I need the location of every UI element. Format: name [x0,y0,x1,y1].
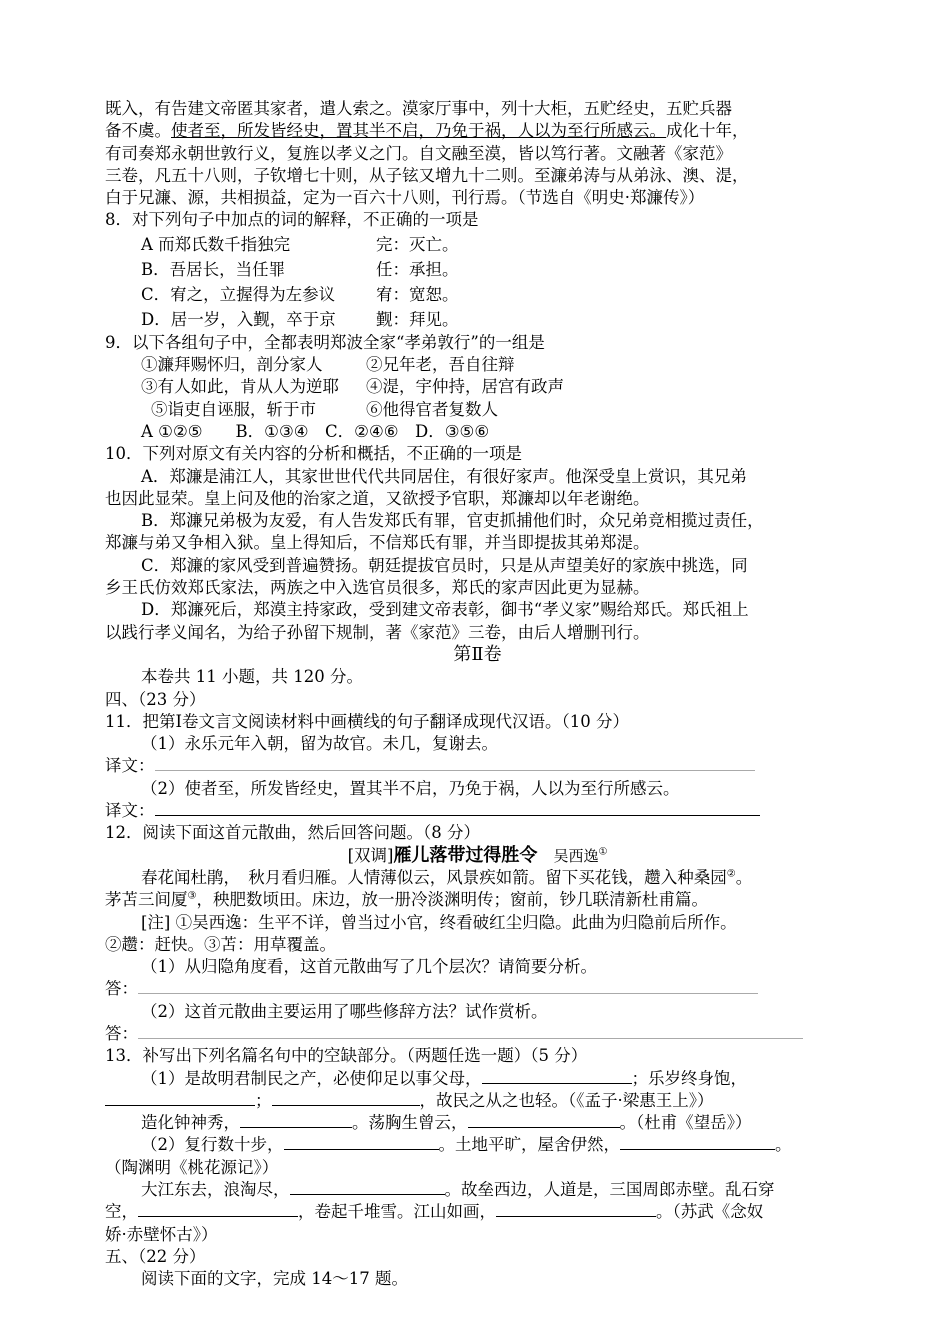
part-five-heading: 五、（22 分） [105,1246,206,1266]
blank[interactable] [284,1134,439,1150]
q8-option-c: C．宥之，立握得为左参议 宥：宽恕。 [141,284,459,304]
q12-sub-1: （1）从归隐角度看，这首元散曲写了几个层次？请简要分析。 [141,957,597,977]
passage-line: 有司奏郑永朝世敦行义，复旌以孝义之门。自文融至漠，皆以笃行著。文融著《家范》 [105,143,732,163]
blank[interactable] [620,1134,775,1150]
q8-option-d: D．居一岁，入觐，卒于京 觐：拜见。 [141,309,459,329]
q12-sub-2: （2）这首元散曲主要运用了哪些修辞方法？试作赏析。 [141,1001,548,1021]
q8-option-b: B．吾居长，当任罪 任：承担。 [141,259,459,279]
q13-line: （1）是故明君制民之产，必使仰足以事父母， ；乐岁终身饱， [141,1068,747,1088]
q10-option-a-cont: 也因此显荣。皇上问及他的治家之道，又欲授予官职，郑濂却以年老谢绝。 [105,488,650,508]
underlined-sentence: 使者至，所发皆经史，置其半不启，乃免于祸，人以为至行所感云。 [171,121,666,141]
answer-line[interactable] [138,1023,803,1039]
q11-answer-1: 译文： [105,755,850,777]
exam-page [105,98,850,1291]
q11-sentence-2: （2）使者至，所发皆经史，置其半不启，乃免于祸，人以为至行所感云。 [141,778,680,798]
part-four-heading: 四、（23 分） [105,689,206,709]
q13-line: （陶渊明《桃花源记》） [105,1157,279,1177]
passage-line: 既入，有告建文帝匿其家者，遣人索之。漠家厅事中，列十大柜，五贮经史，五贮兵器 [105,99,732,118]
section-title: 第Ⅱ卷 [453,643,502,665]
q9-row: ⑤诣吏自诬服，斩于市 ⑥他得官者复数人 [151,399,498,419]
q8-option-a: A 而郑氏数千指独完 完：灭亡。 [141,234,459,254]
q9-options: A ①②⑤ B．①③④ C．②④⑥ D．③⑤⑥ [141,421,490,441]
answer-line[interactable] [155,800,760,816]
question-10-stem: 10．下列对原文有关内容的分析和概括，不正确的一项是 [105,444,522,464]
blank[interactable] [496,1201,656,1217]
blank[interactable] [105,1090,255,1106]
blank[interactable] [482,1068,632,1084]
q10-option-b: B．郑濂兄弟极为友爱，有人告发郑氏有罪，官吏抓捕他们时，众兄弟竞相揽过责任， [141,511,764,531]
blank[interactable] [240,1112,352,1128]
q11-answer-2: 译文： [105,800,850,822]
question-9-stem: 9．以下各组句子中，全都表明郑波全家“孝弟敦行”的一组是 [105,332,545,352]
q13-line: 空， ，卷起千堆雪。江山如画， 。（苏武《念奴 [105,1202,764,1222]
question-13-stem: 13．补写出下列名篇名句中的空缺部分。（两题任选一题）（5 分） [105,1046,588,1066]
poem-note: ②趱：赶快。③苫：用草覆盖。 [105,934,336,954]
passage-line: 白于兄濂、源，共相损益，定为一百六十八则，刊行焉。（节选自《明史·郑濂传》） [105,188,705,208]
passage-line: 三卷，凡五十八则，子钦增七十则，从子铉又增九十二则。至濂弟涛与从弟泳、澳、湜， [105,165,749,185]
section-note: 本卷共 11 小题，共 120 分。 [141,667,363,687]
q9-row: ①濂拜赐怀归，剖分家人 ②兄年老，吾自往辩 [141,355,515,375]
q9-row: ③有人如此，肯从人为逆耶 ④湜，宇仲持，居宫有政声 [141,377,564,397]
poem-line: 春花闻杜鹃， 秋月看归雁。人情薄似云，风景疾如箭。留下买花钱，趱入种桑园②。 [141,867,753,887]
blank[interactable] [272,1090,420,1106]
poem-note: [注] ①吴西逸：生平不详，曾当过小官，终看破红尘归隐。此曲为归隐前后所作。 [141,912,737,932]
question-11-stem: 11．把第Ⅰ卷文言文阅读材料中画横线的句子翻译成现代汉语。（10 分） [105,711,630,731]
question-12-stem: 12．阅读下面这首元散曲，然后回答问题。（8 分） [105,823,480,843]
q11-sentence-1: （1）永乐元年入朝，留为故官。未几，复谢去。 [141,734,498,754]
blank[interactable] [290,1179,445,1195]
question-8-stem: 8．对下列句子中加点的词的解释，不正确的一项是 [105,210,479,230]
q10-option-d-cont: 以践行孝义闻名，为给子孙留下规制，著《家范》三卷，由后人增删刊行。 [105,622,650,642]
q12-answer-2: 答： [105,1023,850,1045]
poem-line: 茅苫三间厦③，秧肥数顷田。床边，放一册冷淡渊明传；窗前，钞几联清新杜甫篇。 [105,890,708,910]
q13-line: （2）复行数十步， 。土地平旷，屋舍伊然， 。 [141,1135,792,1155]
blank[interactable] [138,1201,298,1217]
passage-line: 备不虞。使者至，所发皆经史，置其半不启，乃免于祸，人以为至行所感云。成化十年， [105,121,749,141]
q10-option-c: C．郑濂的家风受到普遍赞扬。朝廷提拔官员时，只是从声望美好的家族中挑选，同 [141,555,748,575]
q13-line: 造化钟神秀， 。荡胸生曾云， 。（杜甫《望岳》） [141,1113,752,1133]
q13-line: 娇·赤壁怀古》） [105,1224,218,1244]
q10-option-d: D．郑濂死后，郑漠主持家政，受到建文帝表彰，御书“孝义家”赐给郑氏。郑氏祖上 [141,600,749,620]
q13-line: 大江东去，浪淘尽， 。故垒西边，人道是，三国周郎赤壁。乱石穿 [141,1180,775,1200]
q10-option-a: A．郑濂是浦江人，其家世世代代共同居住，有很好家声。他深受皇上赏识，其兄弟 [141,466,747,486]
blank[interactable] [468,1112,620,1128]
q10-option-b-cont: 郑濂与弟又争相入狱。皇上得知后，不信郑氏有罪，并当即提拔其弟郑湜。 [105,533,650,553]
q10-option-c-cont: 乡王氏仿效郑氏家法，两族之中入选官员很多，郑氏的家声因此更为显赫。 [105,578,650,598]
poem-title: [双调]雁儿落带过得胜令 吴西逸① [347,844,608,866]
part-five-intro: 阅读下面的文字，完成 14～17 题。 [141,1269,408,1289]
answer-line[interactable] [155,755,755,771]
q13-line: ； ，故民之从之也轻。（《孟子·梁惠王上》） [105,1090,850,1112]
answer-line[interactable] [138,978,758,994]
q12-answer-1: 答： [105,978,850,1000]
